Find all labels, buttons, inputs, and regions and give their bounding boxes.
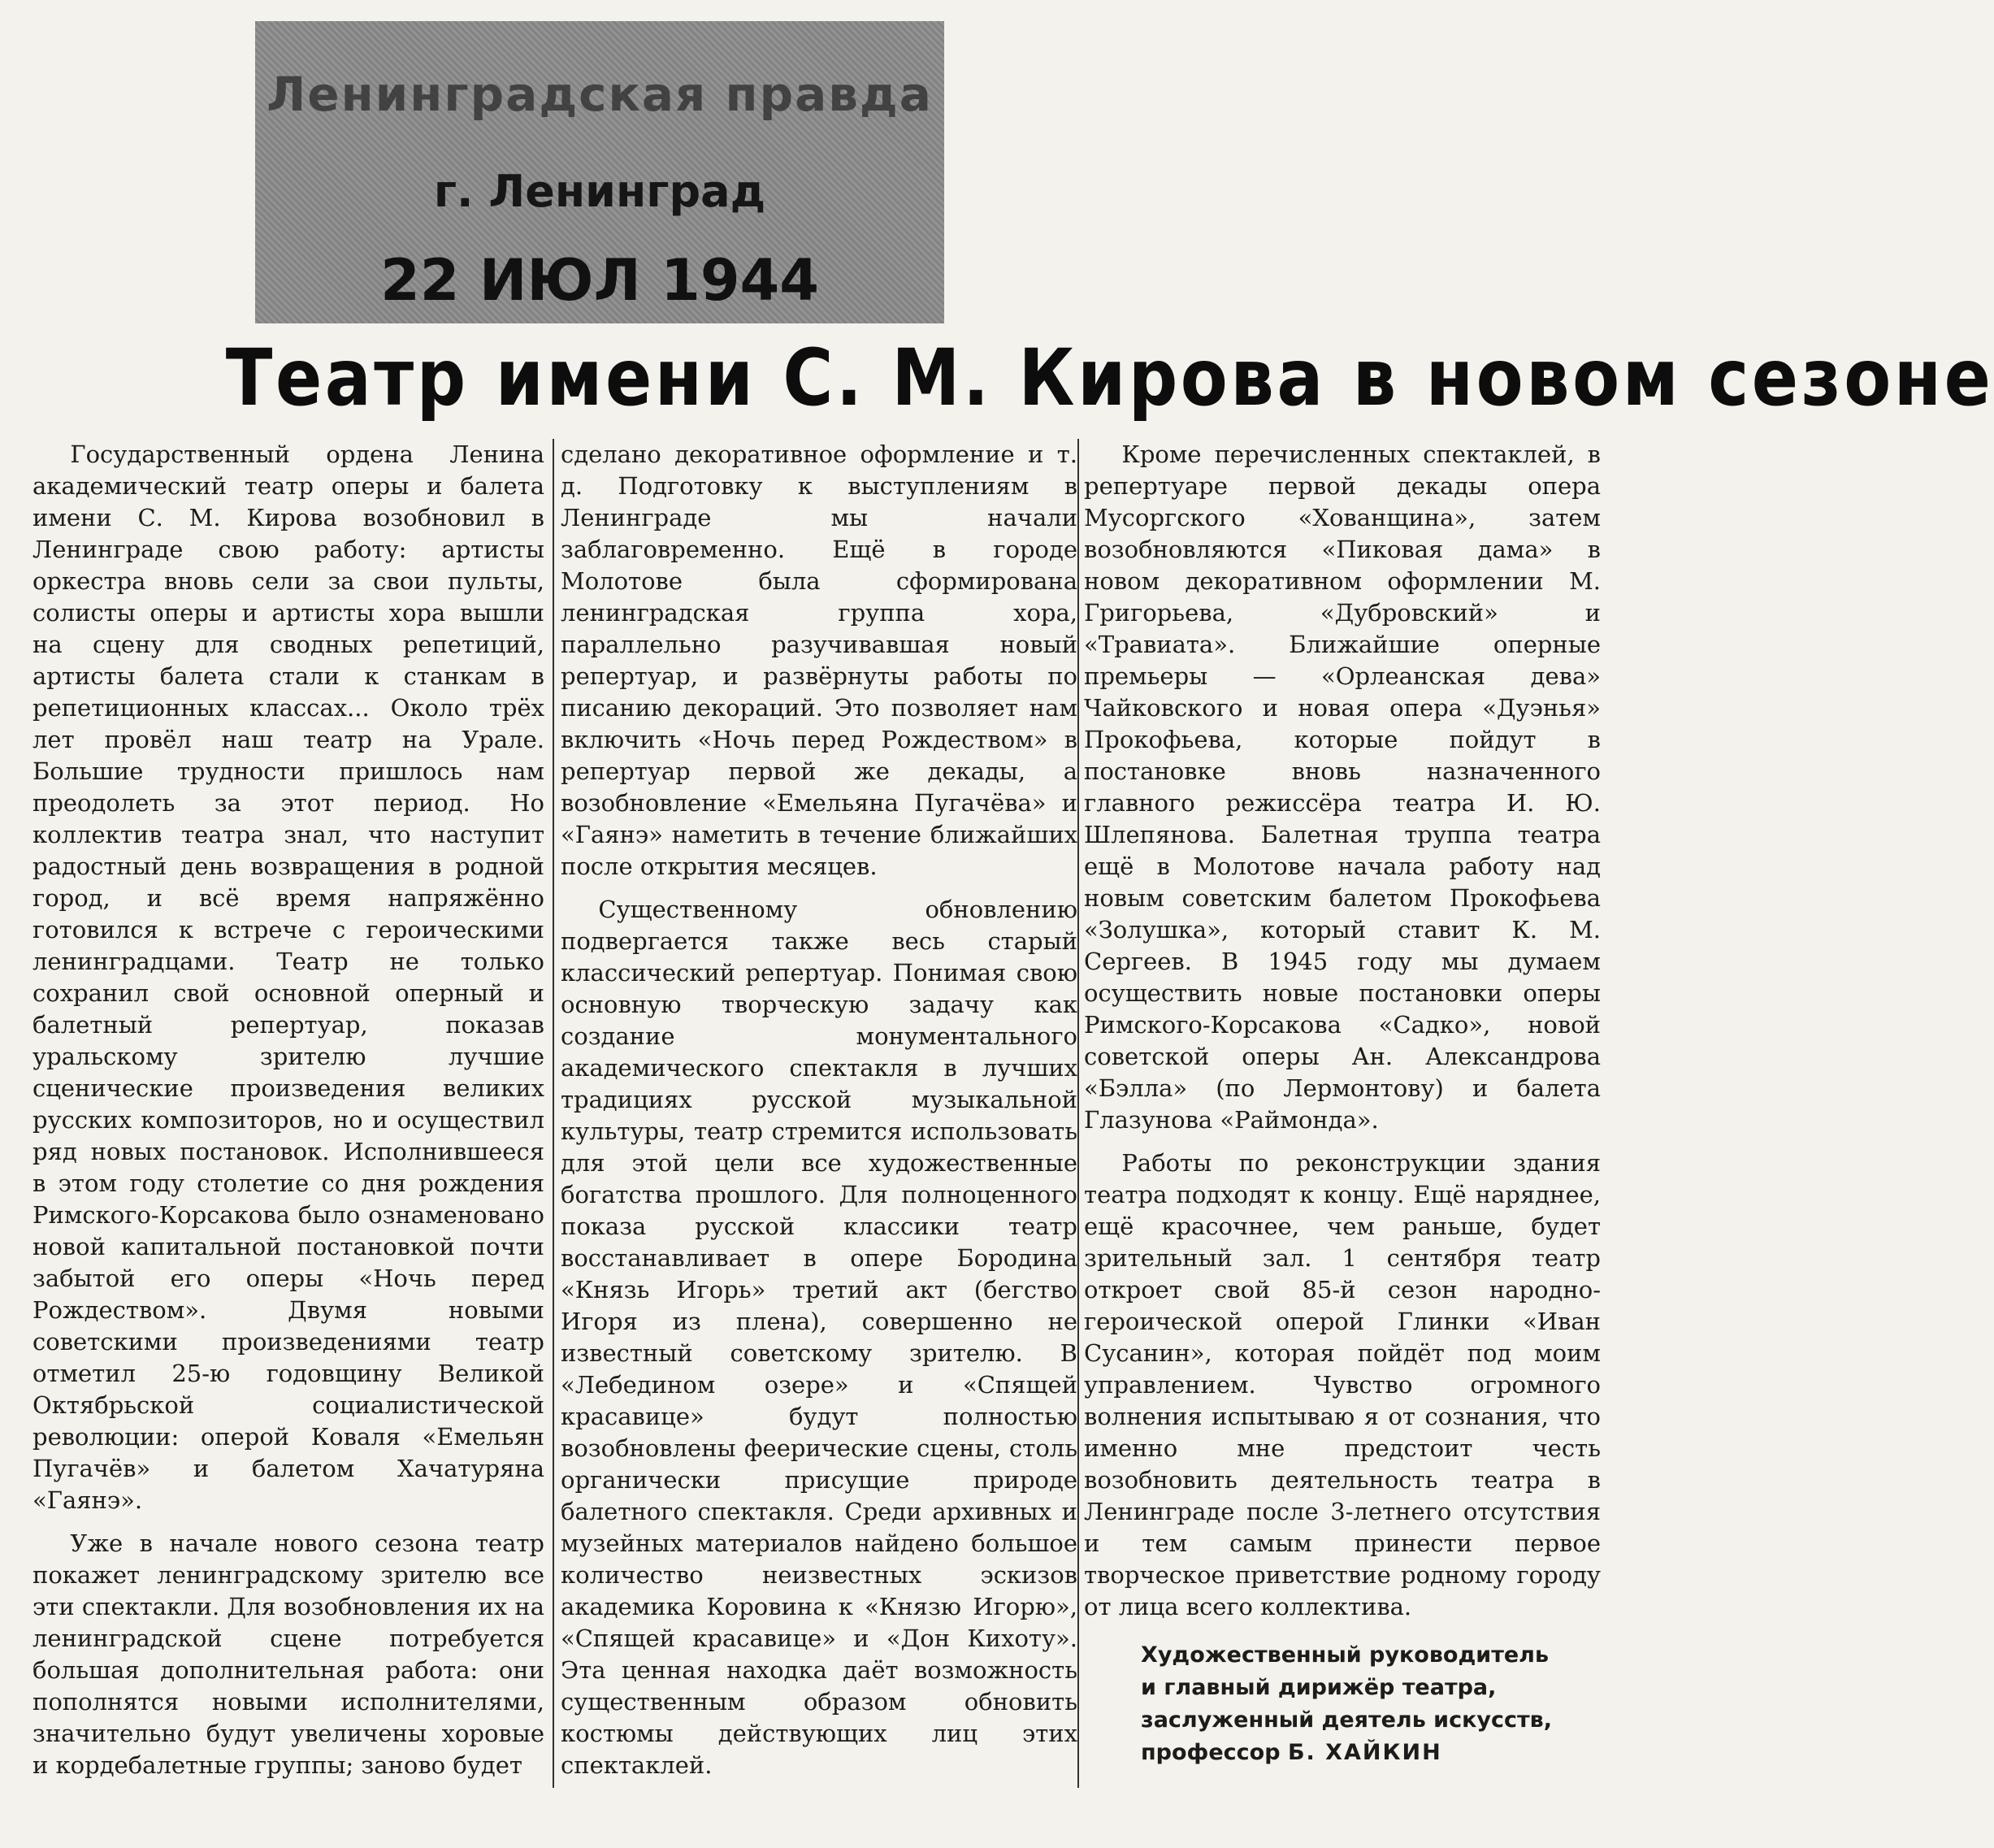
paragraph: Существенному обновлению подвергается также весь старый классический репертуар. Понимая свою основную творческую задачу как создание монументального академического спектакля в лучших традициях русской музыкальной культуры, театр стремится использовать для этой цели все художественные богатства прошлого. Для полноценного показа русской классики театр восстанавливает в опере Бородина «Князь Игорь» третий акт (бегство Игоря из плена), совершенно не известный советскому зрителю. В «Лебедином озере» и «Спящей красавице» будут полностью возобновлены феерические сцены, столь органически присущие природе балетного спектакля. Среди архивных и музейных материалов найдено большое количество неизвестных эскизов академика Коровина к «Князю Игорю», «Спящей красавице» и «Дон Кихоту». Эта ценная находка даёт возможность существенным образом обновить костюмы действующих лиц этих спектаклей. — [561, 896, 1077, 1779]
article-column-1 — [33, 439, 544, 1793]
author-signature — [1084, 1639, 1601, 1769]
article-column-2 — [561, 439, 1077, 1793]
stamp-date: 22 ИЮЛ 1944 — [380, 247, 819, 314]
paragraph: Государственный ордена Ленина академический театр оперы и балета имени С. М. Кирова возобновил в Ленинграде свою работу: артисты оркестра вновь сели за свои пульты, солисты оперы и артисты хора вышли на сцену для сводных репетиций, артисты балета стали к станкам в репетиционных классах... Около трёх лет провёл наш театр на Урале. Большие трудности пришлось нам преодолеть за этот период. Но коллектив театра знал, что наступит радостный день возвращения в родной город, и всё время напряжённо готовился к встрече с героическими ленинградцами. Театр не только сохранил свой основной оперный и балетный репертуар, показав уральскому зрителю лучшие сценические произведения великих русских композиторов, но и осуществил ряд новых постановок. Исполнившееся в этом году столетие со дня рождения Римского-Корсакова было ознаменовано новой капитальной постановкой почти забытой его оперы «Ночь перед Рождеством». Двумя новыми советскими произведениями театр отметил 25-ю годовщину Великой Октябрьской социалистической революции: оперой Коваля «Емельян Пугачёв» и балетом Хачатуряна «Гаянэ». — [33, 440, 544, 1514]
column-divider — [553, 439, 554, 1788]
stamp-city: г. Ленинград — [433, 166, 766, 217]
signature-name: Б. ХАЙКИН — [1287, 1740, 1442, 1765]
paragraph: Кроме перечисленных спектаклей, в репертуаре первой декады опера Мусоргского «Хованщина», затем возобновляются «Пиковая дама» в новом декоративном оформлении М. Григорьева, «Дубровский» и «Травиата». Ближайшие оперные премьеры — «Орлеанская дева» Чайковского и новая опера «Дуэнья» Прокофьева, которые пойдут в постановке вновь назначенного главного режиссёра театра И. Ю. Шлепянова. Балетная труппа театра ещё в Молотове начала работу над новым советским балетом Прокофьева «Золушка», который ставит К. М. Сергеев. В 1945 году мы думаем осуществить новые постановки оперы Римского-Корсакова «Садко», новой советской оперы Ан. Александрова «Бэлла» (по Лермонтову) и балета Глазунова «Раймонда». — [1084, 440, 1601, 1134]
archive-stamp — [255, 21, 944, 323]
article-headline: Театр имени С. М. Кирова в новом сезоне — [225, 332, 1994, 423]
article-column-3 — [1084, 439, 1601, 1769]
signature-author-line — [1141, 1737, 1601, 1769]
signature-title: профессор — [1141, 1740, 1281, 1765]
signature-line: и главный дирижёр театра, — [1141, 1675, 1497, 1700]
signature-line: заслуженный деятель искусств, — [1141, 1707, 1553, 1733]
paragraph: Работы по реконструкции здания театра подходят к концу. Ещё наряднее, ещё красочнее, чем раньше, будет зрительный зал. 1 сентября театр откроет свой 85-й сезон народно-героической оперой Глинки «Иван Сусанин», которая пойдёт под моим управлением. Чувство огромного волнения испытываю я от сознания, что именно мне предстоит честь возобновить деятельность театра в Ленинграде после 3-летнего отсутствия и тем самым принести первое творческое приветствие родному городу от лица всего коллектива. — [1084, 1149, 1601, 1620]
stamp-newspaper-name: Ленинградская правда — [267, 67, 933, 122]
paragraph: сделано декоративное оформление и т. д. Подготовку к выступлениям в Ленинграде мы начали заблаговременно. Ещё в городе Молотове была сформирована ленинградская группа хора, параллельно разучивавшая новый репертуар, и развёрнуты работы по писанию декораций. Это позволяет нам включить «Ночь перед Рождеством» в репертуар первой же декады, а возобновление «Емельяна Пугачёва» и «Гаянэ» наметить в течение ближайших после открытия месяцев. — [561, 440, 1077, 880]
column-divider — [1077, 439, 1079, 1788]
paragraph: Уже в начале нового сезона театр покажет ленинградскому зрителю все эти спектакли. Для возобновления их на ленинградской сцене потребуется большая дополнительная работа: они пополнятся новыми исполнителями, значительно будут увеличены хоровые и кордебалетные группы; заново будет — [33, 1529, 544, 1779]
signature-line: Художественный руководитель — [1141, 1642, 1550, 1668]
